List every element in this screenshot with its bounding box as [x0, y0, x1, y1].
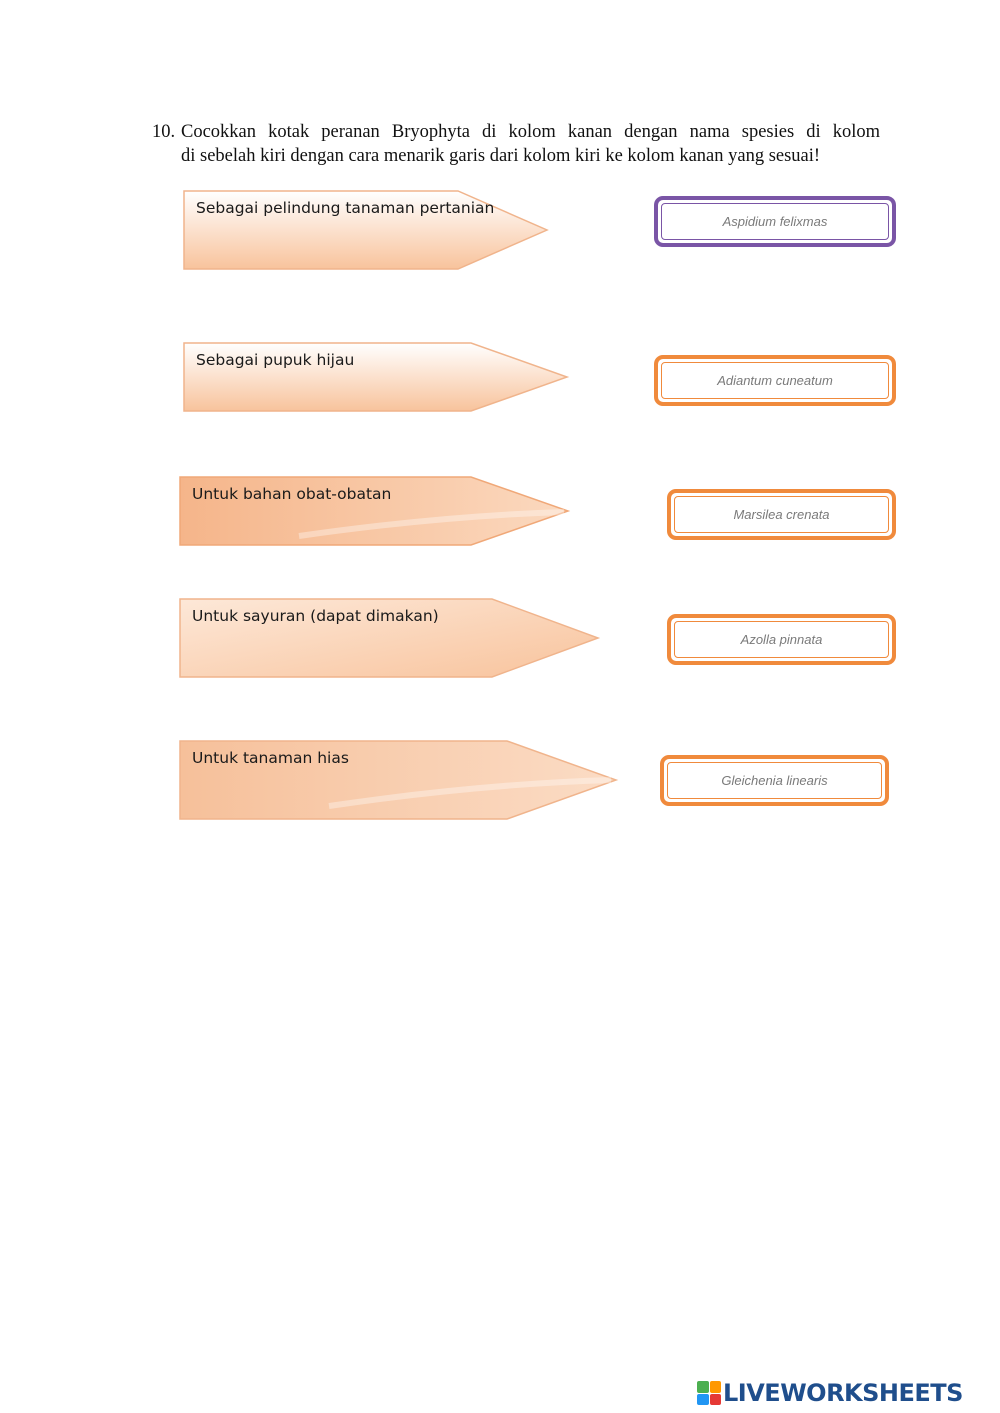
species-box-1[interactable] [654, 355, 896, 406]
question-body [181, 120, 880, 168]
question-line-2: di sebelah kiri dengan cara menarik garis dari kolom kiri ke kolom kanan yang sesuai! [181, 146, 821, 166]
role-arrow-0[interactable] [183, 190, 548, 270]
question-number: 10. [152, 122, 176, 142]
arrow-label: Untuk tanaman hias [192, 749, 349, 767]
species-label: Marsilea crenata [674, 496, 889, 533]
role-arrow-4[interactable] [179, 740, 617, 820]
liveworksheets-logo-icon [697, 1381, 721, 1405]
species-label: Azolla pinnata [674, 621, 889, 658]
arrow-label: Untuk bahan obat-obatan [192, 485, 392, 503]
species-box-4[interactable] [660, 755, 889, 806]
question-text [152, 120, 880, 168]
species-box-2[interactable] [667, 489, 896, 540]
species-label: Gleichenia linearis [667, 762, 882, 799]
liveworksheets-logo [697, 1378, 963, 1408]
arrow-label: Sebagai pelindung tanaman pertanian [196, 199, 495, 217]
species-box-0[interactable] [654, 196, 896, 247]
species-label: Adiantum cuneatum [661, 362, 889, 399]
species-label: Aspidium felixmas [661, 203, 889, 240]
species-box-3[interactable] [667, 614, 896, 665]
brand-name: LIVEWORKSHEETS [723, 1379, 963, 1407]
role-arrow-2[interactable] [179, 476, 569, 546]
role-arrow-1[interactable] [183, 342, 568, 412]
role-arrow-3[interactable] [179, 598, 599, 678]
arrow-label: Sebagai pupuk hijau [196, 351, 355, 369]
arrow-label: Untuk sayuran (dapat dimakan) [192, 607, 439, 625]
question-line-1: Cocokkan kotak peranan Bryophyta di kolom kanan dengan nama spesies di kolom [181, 122, 880, 142]
